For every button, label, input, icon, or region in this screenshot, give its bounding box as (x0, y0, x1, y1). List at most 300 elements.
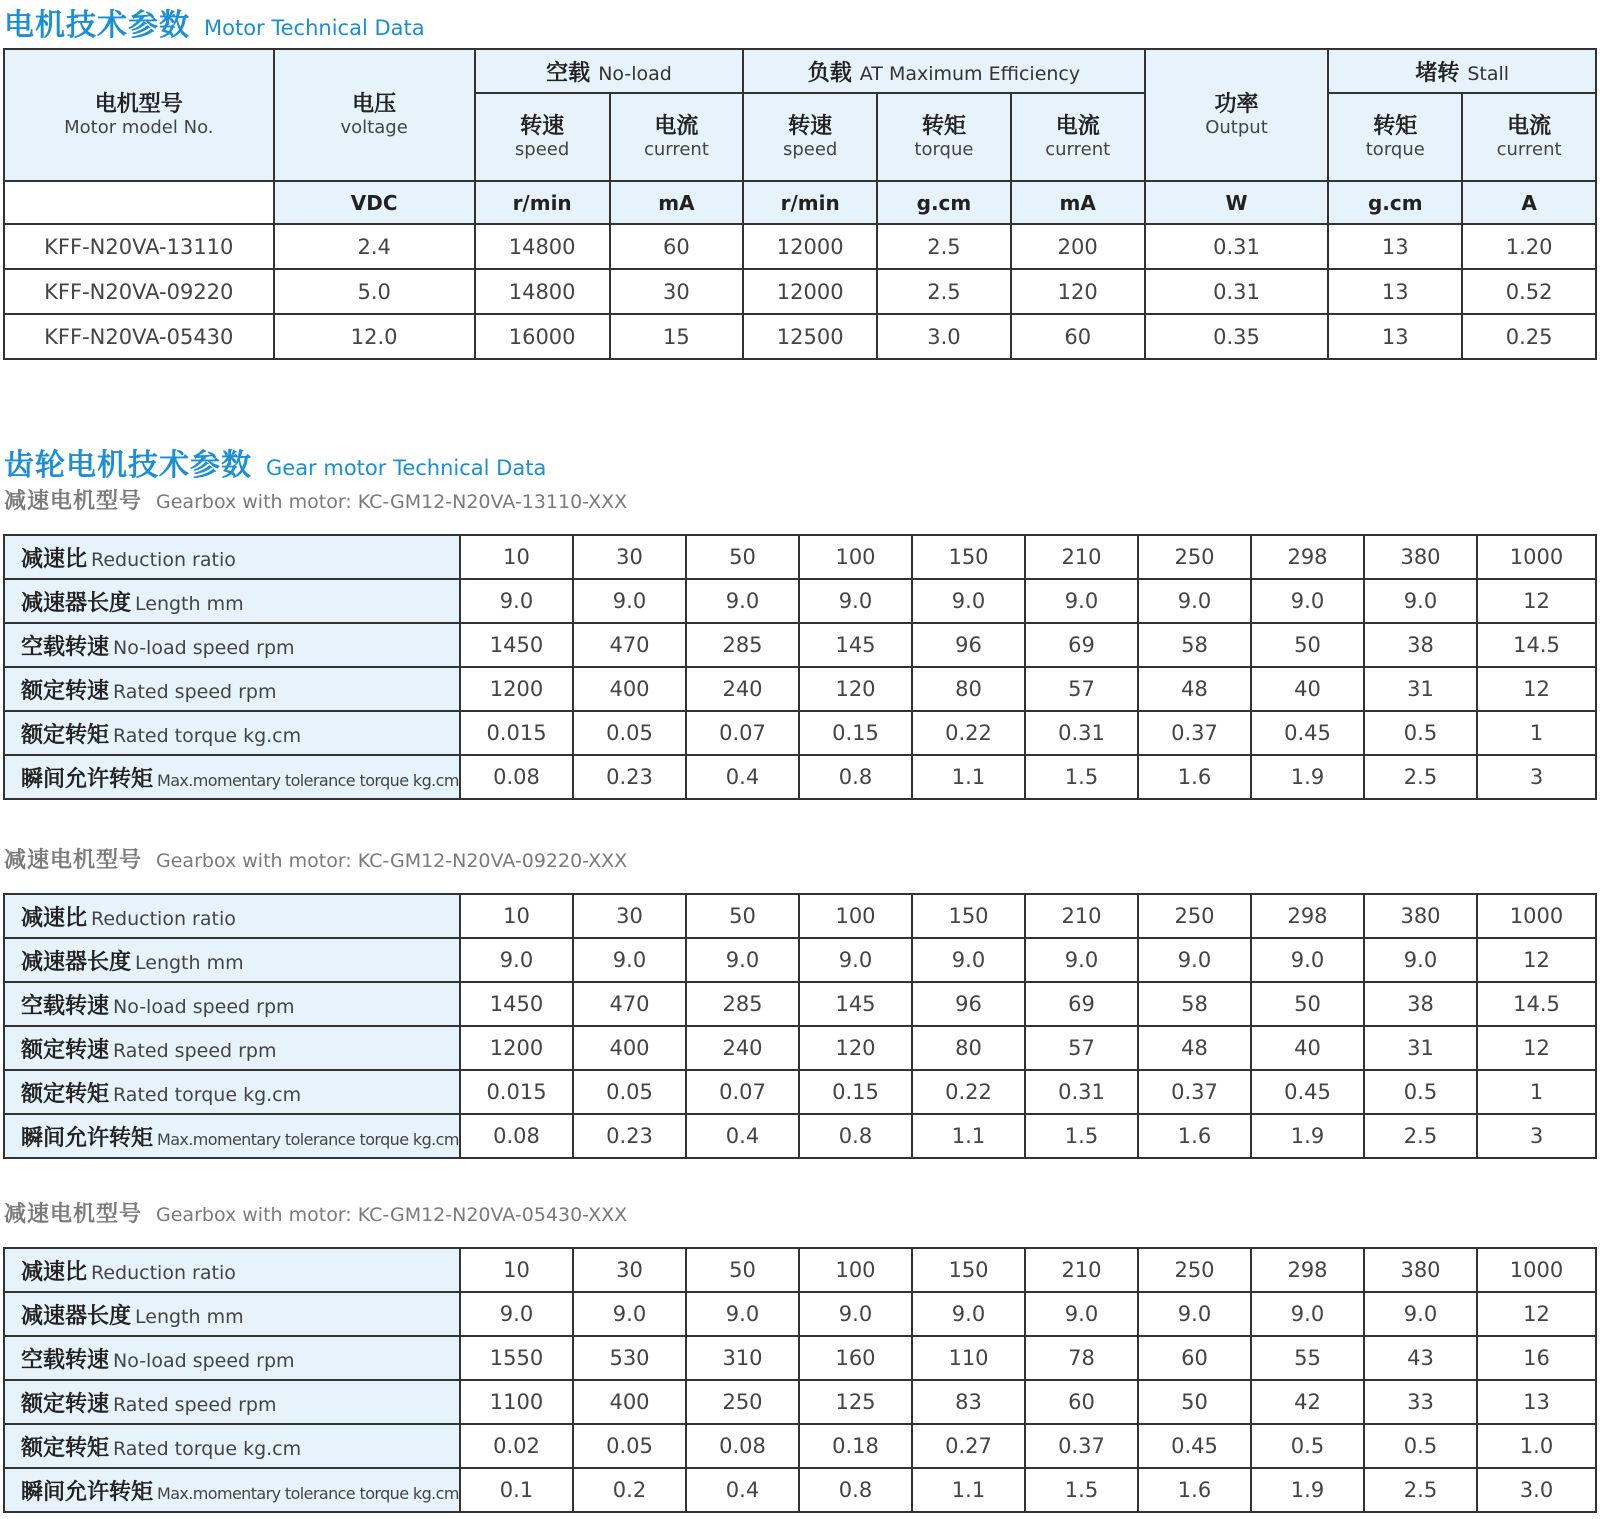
row-label-zh: 额定转速 (21, 1391, 110, 1417)
table-row (4, 1292, 1596, 1336)
table-cell: 12 (1477, 667, 1596, 711)
table-cell: 15 (610, 314, 744, 359)
row-label (4, 755, 460, 799)
table-cell: 9.0 (460, 1292, 573, 1336)
table-cell: 9.0 (799, 938, 912, 982)
table-cell: 14.5 (1477, 623, 1596, 667)
table-row (4, 535, 1596, 579)
row-label-zh: 额定转矩 (21, 722, 110, 748)
table-cell: 145 (799, 982, 912, 1026)
header-output: 功率 Output (1145, 49, 1329, 181)
table-cell: 9.0 (686, 938, 799, 982)
table-cell: 160 (799, 1336, 912, 1380)
table-cell: 60 (1025, 1380, 1138, 1424)
table-cell: 400 (573, 667, 686, 711)
table-cell: 0.22 (912, 1070, 1025, 1114)
table-cell: 50 (1251, 623, 1364, 667)
row-label-en: No-load speed rpm (113, 636, 295, 659)
row-label-en: Max.momentary tolerance torque kg.cm (157, 1483, 459, 1503)
row-label-zh: 减速比 (21, 905, 88, 931)
table-cell: 250 (1138, 894, 1251, 938)
row-label (4, 1248, 460, 1292)
table-cell: 1.6 (1138, 1468, 1251, 1512)
table-cell: 12000 (743, 224, 877, 269)
table-cell: 9.0 (573, 1292, 686, 1336)
table-cell: 10 (460, 894, 573, 938)
table-cell: 9.0 (1025, 579, 1138, 623)
gear-table-2-subtitle: 减速电机型号 Gearbox with motor: KC-GM12-N20VA-09220-XXX (4, 848, 628, 873)
table-cell: 470 (573, 982, 686, 1026)
table-cell: 9.0 (799, 1292, 912, 1336)
table-cell: 150 (912, 894, 1025, 938)
row-label-en: Rated torque kg.cm (113, 1437, 302, 1460)
motor-model-cell: KFF-N20VA-13110 (4, 224, 274, 269)
table-cell: 9.0 (1364, 579, 1477, 623)
header-noload-group: 空载 No-load (475, 49, 744, 93)
table-cell: 0.31 (1025, 1070, 1138, 1114)
table-cell: 298 (1251, 1248, 1364, 1292)
table-cell: 1200 (460, 667, 573, 711)
row-label-zh: 额定转速 (21, 1037, 110, 1063)
table-row (4, 269, 1596, 314)
table-cell: 0.22 (912, 711, 1025, 755)
table-cell: 48 (1138, 667, 1251, 711)
table-cell: 9.0 (1251, 938, 1364, 982)
table-cell: 380 (1364, 1248, 1477, 1292)
table-cell: 1 (1477, 711, 1596, 755)
row-label-zh: 额定转速 (21, 678, 110, 704)
unit-maxeff-torque: g.cm (877, 181, 1011, 224)
table-cell: 12 (1477, 938, 1596, 982)
table-cell: 31 (1364, 1026, 1477, 1070)
table-cell: 14800 (475, 269, 610, 314)
table-cell: 0.08 (686, 1424, 799, 1468)
table-cell: 210 (1025, 1248, 1138, 1292)
table-cell: 50 (1138, 1380, 1251, 1424)
table-cell: 12500 (743, 314, 877, 359)
table-cell: 69 (1025, 623, 1138, 667)
table-cell: 16 (1477, 1336, 1596, 1380)
table-cell: 30 (573, 894, 686, 938)
table-cell: 9.0 (1251, 1292, 1364, 1336)
table-cell: 2.5 (1364, 1468, 1477, 1512)
table-cell: 58 (1138, 623, 1251, 667)
table-cell: 9.0 (799, 579, 912, 623)
motor-model-cell: KFF-N20VA-05430 (4, 314, 274, 359)
row-label-en: Reduction ratio (91, 1261, 236, 1284)
motor-section-title-en: Motor Technical Data (204, 16, 425, 40)
table-cell: 0.45 (1138, 1424, 1251, 1468)
table-cell: 9.0 (912, 1292, 1025, 1336)
table-cell: 210 (1025, 894, 1138, 938)
header-voltage: 电压 voltage (274, 49, 475, 181)
table-cell: 0.07 (686, 1070, 799, 1114)
table-cell: 298 (1251, 894, 1364, 938)
row-label (4, 938, 460, 982)
row-label-zh: 减速比 (21, 1259, 88, 1285)
table-cell: 1.1 (912, 1468, 1025, 1512)
table-cell: 9.0 (460, 579, 573, 623)
table-cell: 250 (1138, 535, 1251, 579)
table-row (4, 1248, 1596, 1292)
table-cell: 0.37 (1138, 1070, 1251, 1114)
row-label (4, 1070, 460, 1114)
table-cell: 200 (1011, 224, 1145, 269)
table-cell: 0.02 (460, 1424, 573, 1468)
row-label-zh: 减速比 (21, 546, 88, 572)
row-label-zh: 空载转速 (21, 634, 110, 660)
row-label (4, 1380, 460, 1424)
table-cell: 145 (799, 623, 912, 667)
table-cell: 250 (686, 1380, 799, 1424)
table-cell: 0.4 (686, 1468, 799, 1512)
table-cell: 69 (1025, 982, 1138, 1026)
table-cell: 0.52 (1462, 269, 1596, 314)
table-cell: 9.0 (460, 938, 573, 982)
table-cell: 78 (1025, 1336, 1138, 1380)
table-cell: 0.2 (573, 1468, 686, 1512)
table-row (4, 894, 1596, 938)
table-cell: 530 (573, 1336, 686, 1380)
unit-maxeff-speed: r/min (743, 181, 877, 224)
table-cell: 13 (1477, 1380, 1596, 1424)
row-label-zh: 额定转矩 (21, 1435, 110, 1461)
table-cell: 30 (573, 1248, 686, 1292)
row-label-en: Rated speed rpm (113, 1039, 277, 1062)
table-cell: 0.015 (460, 1070, 573, 1114)
table-cell: 12 (1477, 1026, 1596, 1070)
table-cell: 9.0 (686, 579, 799, 623)
motor-model-cell: KFF-N20VA-09220 (4, 269, 274, 314)
row-label-en: Max.momentary tolerance torque kg.cm (157, 1129, 459, 1149)
table-cell: 48 (1138, 1026, 1251, 1070)
table-cell: 0.05 (573, 1424, 686, 1468)
row-label (4, 1114, 460, 1158)
table-cell: 1.9 (1251, 1468, 1364, 1512)
row-label-en: Rated torque kg.cm (113, 724, 302, 747)
table-cell: 96 (912, 623, 1025, 667)
table-cell: 1.9 (1251, 755, 1364, 799)
unit-stall-torque: g.cm (1328, 181, 1462, 224)
table-cell: 250 (1138, 1248, 1251, 1292)
table-cell: 55 (1251, 1336, 1364, 1380)
table-cell: 50 (686, 894, 799, 938)
table-cell: 2.5 (877, 224, 1011, 269)
table-cell: 0.15 (799, 1070, 912, 1114)
table-cell: 285 (686, 623, 799, 667)
table-cell: 57 (1025, 667, 1138, 711)
table-cell: 0.8 (799, 1114, 912, 1158)
table-cell: 10 (460, 1248, 573, 1292)
table-cell: 12 (1477, 1292, 1596, 1336)
header-maxeff-torque: 转矩 torque (877, 93, 1011, 181)
table-cell: 50 (686, 535, 799, 579)
table-cell: 310 (686, 1336, 799, 1380)
table-cell: 0.5 (1364, 1424, 1477, 1468)
table-cell: 50 (686, 1248, 799, 1292)
gear-table-1-subtitle: 减速电机型号 Gearbox with motor: KC-GM12-N20VA-13110-XXX (4, 489, 628, 514)
table-cell: 3.0 (877, 314, 1011, 359)
table-cell: 13 (1328, 314, 1462, 359)
table-cell: 1450 (460, 623, 573, 667)
table-cell: 0.1 (460, 1468, 573, 1512)
table-cell: 1.6 (1138, 755, 1251, 799)
table-cell: 10 (460, 535, 573, 579)
table-cell: 100 (799, 535, 912, 579)
header-stall-group: 堵转 Stall (1328, 49, 1596, 93)
table-cell: 1200 (460, 1026, 573, 1070)
table-cell: 16000 (475, 314, 610, 359)
table-cell: 125 (799, 1380, 912, 1424)
table-cell: 1.1 (912, 755, 1025, 799)
table-cell: 1.5 (1025, 1468, 1138, 1512)
row-label-en: Rated speed rpm (113, 1393, 277, 1416)
table-cell: 9.0 (1251, 579, 1364, 623)
table-cell: 0.25 (1462, 314, 1596, 359)
table-row (4, 1380, 1596, 1424)
row-label-en: Reduction ratio (91, 548, 236, 571)
table-cell: 2.5 (1364, 755, 1477, 799)
table-cell: 0.07 (686, 711, 799, 755)
row-label (4, 982, 460, 1026)
table-cell: 30 (573, 535, 686, 579)
row-label (4, 579, 460, 623)
table-cell: 240 (686, 667, 799, 711)
table-cell: 210 (1025, 535, 1138, 579)
row-label-en: Length mm (135, 1305, 244, 1328)
table-row (4, 314, 1596, 359)
table-cell: 110 (912, 1336, 1025, 1380)
table-cell: 0.8 (799, 1468, 912, 1512)
table-cell: 83 (912, 1380, 1025, 1424)
header-stall-torque: 转矩 torque (1328, 93, 1462, 181)
table-cell: 9.0 (573, 938, 686, 982)
row-label-zh: 空载转速 (21, 1347, 110, 1373)
table-cell: 9.0 (1138, 938, 1251, 982)
table-cell: 9.0 (1025, 1292, 1138, 1336)
table-cell: 0.08 (460, 755, 573, 799)
table-cell: 40 (1251, 1026, 1364, 1070)
header-maxeff-speed: 转速 speed (743, 93, 877, 181)
row-label-zh: 减速器长度 (21, 590, 132, 616)
row-label-en: No-load speed rpm (113, 1349, 295, 1372)
table-cell: 0.31 (1145, 224, 1329, 269)
row-label-en: Reduction ratio (91, 907, 236, 930)
table-cell: 100 (799, 1248, 912, 1292)
row-label (4, 1026, 460, 1070)
gear-table-3-subtitle: 减速电机型号 Gearbox with motor: KC-GM12-N20VA-05430-XXX (4, 1202, 628, 1227)
table-cell: 50 (1251, 982, 1364, 1026)
table-cell: 2.5 (877, 269, 1011, 314)
row-label (4, 894, 460, 938)
table-cell: 33 (1364, 1380, 1477, 1424)
row-label (4, 1292, 460, 1336)
table-row (4, 982, 1596, 1026)
table-row (4, 1424, 1596, 1468)
table-cell: 38 (1364, 623, 1477, 667)
table-cell: 12.0 (274, 314, 475, 359)
table-row (4, 667, 1596, 711)
table-cell: 13 (1328, 224, 1462, 269)
row-label-zh: 瞬间允许转矩 (21, 1479, 154, 1505)
unit-maxeff-current: mA (1011, 181, 1145, 224)
table-cell: 3 (1477, 755, 1596, 799)
table-cell: 9.0 (1025, 938, 1138, 982)
table-cell: 1450 (460, 982, 573, 1026)
gear-table-2 (3, 893, 1597, 1159)
table-row (4, 938, 1596, 982)
unit-noload-current: mA (610, 181, 744, 224)
table-cell: 9.0 (912, 938, 1025, 982)
row-label (4, 623, 460, 667)
table-cell: 96 (912, 982, 1025, 1026)
table-row (4, 711, 1596, 755)
table-cell: 0.5 (1251, 1424, 1364, 1468)
table-cell: 0.45 (1251, 711, 1364, 755)
header-stall-current: 电流 current (1462, 93, 1596, 181)
header-model: 电机型号 Motor model No. (4, 49, 274, 181)
row-label-zh: 瞬间允许转矩 (21, 1125, 154, 1151)
table-cell: 0.35 (1145, 314, 1329, 359)
table-cell: 0.8 (799, 755, 912, 799)
table-cell: 380 (1364, 894, 1477, 938)
table-cell: 0.18 (799, 1424, 912, 1468)
table-cell: 12000 (743, 269, 877, 314)
table-row (4, 1114, 1596, 1158)
table-cell: 1550 (460, 1336, 573, 1380)
table-cell: 38 (1364, 982, 1477, 1026)
unit-noload-speed: r/min (475, 181, 610, 224)
table-cell: 0.31 (1025, 711, 1138, 755)
table-cell: 80 (912, 1026, 1025, 1070)
table-row (4, 1336, 1596, 1380)
table-cell: 0.27 (912, 1424, 1025, 1468)
row-label (4, 535, 460, 579)
gear-table-1 (3, 534, 1597, 800)
table-cell: 3 (1477, 1114, 1596, 1158)
table-cell: 400 (573, 1026, 686, 1070)
row-label (4, 711, 460, 755)
table-row (4, 579, 1596, 623)
table-cell: 43 (1364, 1336, 1477, 1380)
table-cell: 9.0 (1138, 579, 1251, 623)
table-cell: 60 (1011, 314, 1145, 359)
table-cell: 30 (610, 269, 744, 314)
table-cell: 1.20 (1462, 224, 1596, 269)
motor-data-table (3, 48, 1597, 360)
table-cell: 0.37 (1138, 711, 1251, 755)
table-cell: 13 (1328, 269, 1462, 314)
table-cell: 0.05 (573, 1070, 686, 1114)
row-label-zh: 减速器长度 (21, 1303, 132, 1329)
table-cell: 150 (912, 535, 1025, 579)
table-cell: 1.0 (1477, 1424, 1596, 1468)
table-cell: 1.5 (1025, 755, 1138, 799)
table-cell: 0.08 (460, 1114, 573, 1158)
table-cell: 0.5 (1364, 1070, 1477, 1114)
table-cell: 12 (1477, 579, 1596, 623)
header-model-unit-blank (4, 181, 274, 224)
header-max-efficiency-group: 负载 AT Maximum Efficiency (743, 49, 1144, 93)
gear-table-3 (3, 1247, 1597, 1513)
table-cell: 0.05 (573, 711, 686, 755)
row-label (4, 1336, 460, 1380)
table-cell: 42 (1251, 1380, 1364, 1424)
table-cell: 5.0 (274, 269, 475, 314)
table-cell: 380 (1364, 535, 1477, 579)
table-cell: 80 (912, 667, 1025, 711)
table-cell: 0.37 (1025, 1424, 1138, 1468)
table-cell: 120 (799, 1026, 912, 1070)
row-label-en: Rated torque kg.cm (113, 1083, 302, 1106)
gear-section-title (4, 440, 546, 484)
table-cell: 240 (686, 1026, 799, 1070)
row-label-zh: 瞬间允许转矩 (21, 766, 154, 792)
table-cell: 0.31 (1145, 269, 1329, 314)
table-cell: 298 (1251, 535, 1364, 579)
row-label-zh: 减速器长度 (21, 949, 132, 975)
header-noload-speed: 转速 speed (475, 93, 610, 181)
table-cell: 0.23 (573, 1114, 686, 1158)
table-cell: 1000 (1477, 535, 1596, 579)
table-cell: 40 (1251, 667, 1364, 711)
table-row (4, 224, 1596, 269)
table-cell: 1.9 (1251, 1114, 1364, 1158)
row-label-en: Max.momentary tolerance torque kg.cm (157, 770, 459, 790)
table-cell: 1.5 (1025, 1114, 1138, 1158)
table-cell: 2.5 (1364, 1114, 1477, 1158)
table-row (4, 1468, 1596, 1512)
table-cell: 120 (1011, 269, 1145, 314)
table-cell: 9.0 (573, 579, 686, 623)
table-cell: 2.4 (274, 224, 475, 269)
row-label-en: Length mm (135, 592, 244, 615)
table-cell: 120 (799, 667, 912, 711)
table-cell: 31 (1364, 667, 1477, 711)
unit-voltage: VDC (274, 181, 475, 224)
table-cell: 9.0 (1364, 1292, 1477, 1336)
motor-section-title-zh: 电机技术参数 (4, 8, 190, 43)
table-cell: 0.4 (686, 1114, 799, 1158)
table-cell: 470 (573, 623, 686, 667)
table-row (4, 1070, 1596, 1114)
table-cell: 57 (1025, 1026, 1138, 1070)
row-label-zh: 额定转矩 (21, 1081, 110, 1107)
table-cell: 150 (912, 1248, 1025, 1292)
row-label-en: Length mm (135, 951, 244, 974)
table-cell: 0.23 (573, 755, 686, 799)
table-row (4, 1026, 1596, 1070)
table-cell: 0.5 (1364, 711, 1477, 755)
table-cell: 60 (610, 224, 744, 269)
table-cell: 1000 (1477, 894, 1596, 938)
unit-stall-current: A (1462, 181, 1596, 224)
table-cell: 9.0 (912, 579, 1025, 623)
table-row (4, 623, 1596, 667)
unit-output: W (1145, 181, 1329, 224)
table-cell: 3.0 (1477, 1468, 1596, 1512)
header-maxeff-current: 电流 current (1011, 93, 1145, 181)
table-row (4, 755, 1596, 799)
table-cell: 9.0 (1364, 938, 1477, 982)
table-cell: 14.5 (1477, 982, 1596, 1026)
gear-section-title-zh: 齿轮电机技术参数 (4, 448, 252, 483)
row-label (4, 1424, 460, 1468)
table-cell: 58 (1138, 982, 1251, 1026)
table-cell: 400 (573, 1380, 686, 1424)
table-cell: 1100 (460, 1380, 573, 1424)
table-cell: 0.45 (1251, 1070, 1364, 1114)
